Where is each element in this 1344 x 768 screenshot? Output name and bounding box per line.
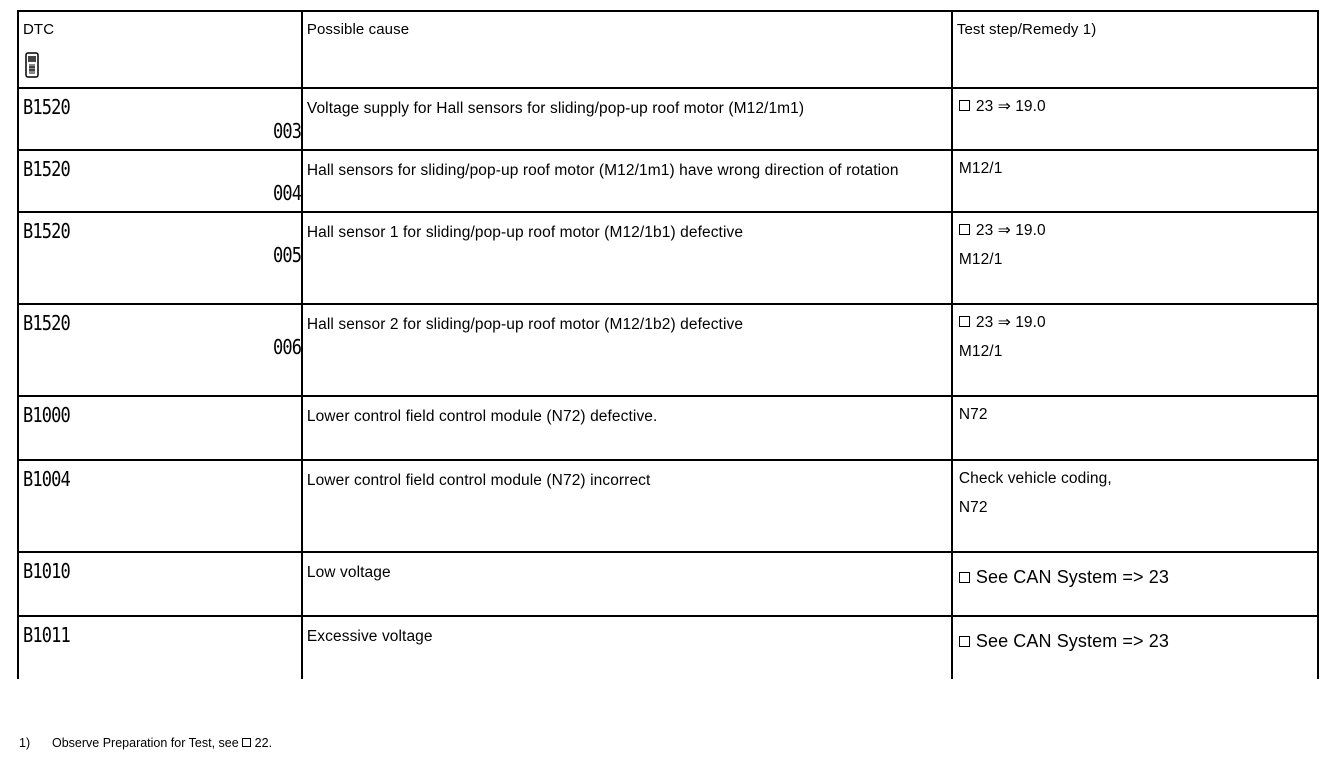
header-dtc (18, 11, 302, 88)
test-step-line (953, 397, 1317, 429)
dtc-code: B1520 (23, 311, 70, 335)
test-step-line (953, 553, 1317, 592)
dtc-code: B1520 (23, 219, 70, 243)
test-step-text: M12/1 (958, 251, 1003, 268)
test-step-text: N72 (958, 406, 988, 423)
test-step-line (953, 151, 1317, 183)
cause-cell (302, 150, 952, 212)
table-row (18, 396, 1318, 460)
cause-cell (302, 304, 952, 396)
test-cell (952, 88, 1318, 150)
dtc-cell (18, 460, 302, 552)
dtc-subcode: 003 (272, 119, 301, 143)
header-row (18, 11, 1318, 88)
test-cell (952, 616, 1318, 679)
test-step-text: N72 (958, 499, 988, 516)
test-step-text: See CAN System => 23 (975, 631, 1169, 651)
test-cell (952, 460, 1318, 552)
test-step-line (953, 89, 1317, 121)
cause-text: Lower control field control module (N72) defective. (306, 408, 658, 425)
document-reference-box-icon (959, 572, 970, 583)
cause-text: Excessive voltage (306, 628, 433, 645)
footnote (19, 736, 272, 750)
test-step-line (953, 461, 1317, 493)
dtc-code: B1011 (23, 623, 70, 647)
footnote-text: Observe Preparation for Test, see (52, 736, 239, 750)
cause-cell (302, 396, 952, 460)
test-step-line (953, 245, 1317, 274)
dtc-cell (18, 616, 302, 679)
cause-cell (302, 552, 952, 616)
test-step-text: M12/1 (958, 160, 1003, 177)
test-step-text: 23 ⇒ 19.0 (975, 98, 1046, 115)
cause-text: Hall sensor 1 for sliding/pop-up roof motor (M12/1b1) defective (306, 224, 744, 241)
table-row (18, 552, 1318, 616)
test-step-line (953, 617, 1317, 656)
document-reference-box-icon (242, 738, 251, 747)
dtc-subcode: 005 (272, 243, 301, 267)
dtc-cell (18, 88, 302, 150)
test-step-line (953, 213, 1317, 245)
dtc-code: B1520 (23, 157, 70, 181)
table-row (18, 88, 1318, 150)
table-row (18, 150, 1318, 212)
header-cause: Possible cause (302, 11, 952, 88)
test-cell (952, 150, 1318, 212)
dtc-code: B1004 (23, 467, 70, 491)
cause-cell (302, 88, 952, 150)
test-step-text: See CAN System => 23 (975, 567, 1169, 587)
cause-text: Low voltage (306, 564, 391, 581)
dtc-cell (18, 396, 302, 460)
table-row (18, 304, 1318, 396)
test-cell (952, 212, 1318, 304)
header-test: Test step/Remedy 1) (952, 11, 1318, 88)
document-reference-box-icon (959, 316, 970, 327)
test-cell (952, 552, 1318, 616)
test-step-text: 23 ⇒ 19.0 (975, 314, 1046, 331)
cause-cell (302, 460, 952, 552)
dtc-table (17, 10, 1319, 679)
cause-cell (302, 616, 952, 679)
test-step-line (953, 337, 1317, 366)
test-cell (952, 396, 1318, 460)
table-row (18, 616, 1318, 679)
cause-cell (302, 212, 952, 304)
dtc-code: B1520 (23, 95, 70, 119)
header-dtc-label: DTC (23, 21, 55, 38)
test-step-text: 23 ⇒ 19.0 (975, 222, 1046, 239)
cause-text: Lower control field control module (N72) incorrect (306, 472, 651, 489)
footnote-number: 1) (19, 736, 31, 750)
dtc-cell (18, 212, 302, 304)
dtc-subcode: 006 (272, 335, 301, 359)
test-cell (952, 304, 1318, 396)
scanner-device-icon (25, 52, 39, 78)
test-step-text: Check vehicle coding, (958, 470, 1112, 487)
test-step-text: M12/1 (958, 343, 1003, 360)
footnote-ref: 22. (254, 736, 273, 750)
dtc-cell (18, 552, 302, 616)
document-reference-box-icon (959, 100, 970, 111)
table-row (18, 212, 1318, 304)
dtc-code: B1000 (23, 403, 70, 427)
dtc-code: B1010 (23, 559, 70, 583)
test-step-line (953, 493, 1317, 522)
dtc-subcode: 004 (272, 181, 301, 205)
document-reference-box-icon (959, 636, 970, 647)
cause-text: Hall sensors for sliding/pop-up roof motor (M12/1m1) have wrong direction of rotation (306, 162, 899, 179)
document-reference-box-icon (959, 224, 970, 235)
cause-text: Hall sensor 2 for sliding/pop-up roof motor (M12/1b2) defective (306, 316, 744, 333)
dtc-cell (18, 304, 302, 396)
test-step-line (953, 305, 1317, 337)
dtc-cell (18, 150, 302, 212)
cause-text: Voltage supply for Hall sensors for sliding/pop-up roof motor (M12/1m1) (306, 100, 805, 117)
table-row (18, 460, 1318, 552)
